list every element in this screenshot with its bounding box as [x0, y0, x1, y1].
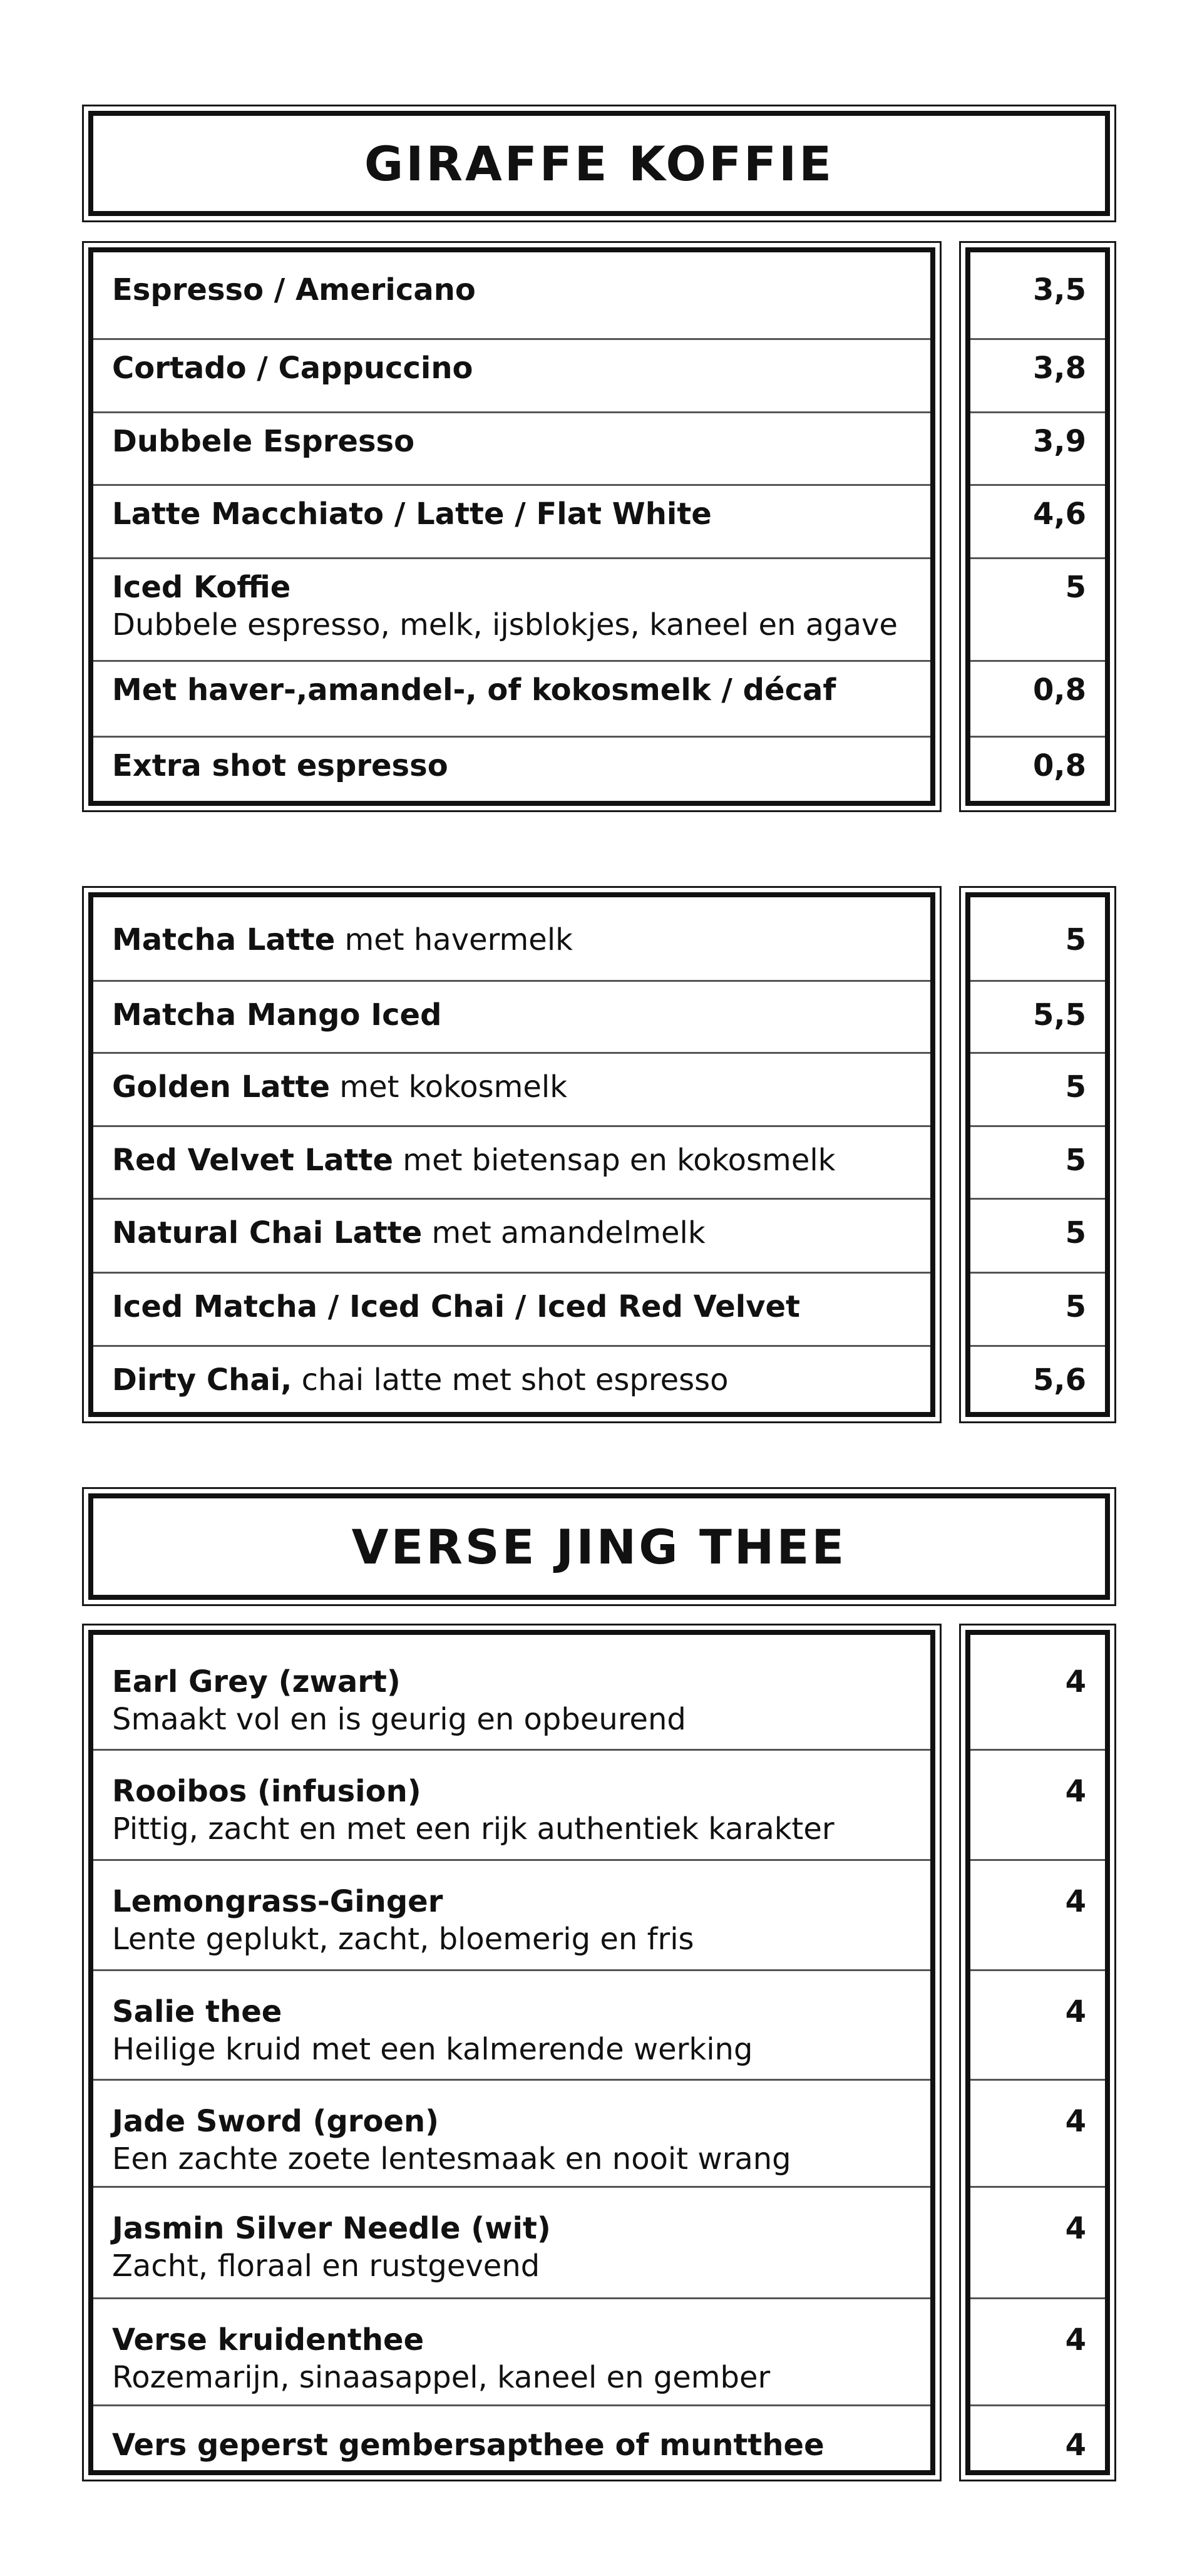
list-item [93, 252, 930, 338]
koffie-items-box [82, 241, 942, 812]
list-item: Natural Chai Latte met amandelmelk [93, 1198, 930, 1272]
list-item: Matcha Latte met havermelk [112, 922, 573, 957]
thee-title-box [82, 1487, 1116, 1606]
price-cell: 5 [970, 1198, 1105, 1272]
price-cell: 4 [970, 2404, 1105, 2484]
item-name: Extra shot espresso [112, 748, 448, 783]
price-cell: 5 [970, 1125, 1105, 1198]
price-cell: 3,5 [1032, 272, 1086, 307]
lattes-items-box [82, 886, 942, 1423]
list-item: Earl Grey (zwart) Smaakt vol en is geurig en opbeurend [112, 1664, 686, 1737]
list-item: Matcha Mango Iced [93, 980, 930, 1052]
list-item: Verse kruidenthee Rozemarijn, sinaasappel, kaneel en gember [93, 2297, 930, 2404]
price-cell: 5,6 [970, 1345, 1105, 1426]
list-item: Rooibos (infusion) Pittig, zacht en met een rijk authentiek karakter [93, 1749, 930, 1859]
list-item: Vers geperst gembersapthee of muntthee [93, 2404, 930, 2484]
list-item: Dirty Chai, chai latte met shot espresso [93, 1345, 930, 1426]
price-cell: 4 [970, 1749, 1105, 1859]
price-cell: 5 [970, 557, 1105, 660]
list-item [93, 338, 930, 411]
list-item: Jade Sword (groen) Een zachte zoete lentesmaak en nooit wrang [93, 2079, 930, 2186]
list-item: Golden Latte met kokosmelk [93, 1052, 930, 1125]
price-cell: 5 [970, 1272, 1105, 1345]
price-cell: 4 [970, 2079, 1105, 2186]
item-description: Dubbele espresso, melk, ijsblokjes, kaneel en agave [112, 607, 898, 642]
price-cell: 5 [1065, 922, 1086, 957]
list-item: Jasmin Silver Needle (wit) Zacht, floraal en rustgevend [93, 2186, 930, 2297]
koffie-prices-box [959, 241, 1116, 812]
thee-title: VERSE JING THEE [351, 1518, 847, 1575]
item-name: Latte Macchiato / Latte / Flat White [112, 497, 712, 532]
price-cell: 5,5 [970, 980, 1105, 1052]
koffie-title: GIRAFFE KOFFIE [364, 135, 835, 192]
list-item: Salie thee Heilige kruid met een kalmerende werking [93, 1969, 930, 2079]
list-item [93, 736, 930, 810]
item-name: Iced Koffie [112, 570, 291, 605]
price-cell: 4 [970, 2297, 1105, 2404]
price-cell: 3,8 [970, 338, 1105, 411]
price-cell: 0,8 [970, 736, 1105, 810]
lattes-prices-box [959, 886, 1116, 1423]
price-cell: 4 [1065, 1664, 1086, 1699]
price-cell: 4 [970, 2186, 1105, 2297]
list-item: Red Velvet Latte met bietensap en kokosmelk [93, 1125, 930, 1198]
list-item [93, 411, 930, 484]
price-cell: 4 [970, 1859, 1105, 1969]
koffie-title-box [82, 105, 1116, 222]
list-item: Lemongrass-Ginger Lente geplukt, zacht, bloemerig en fris [93, 1859, 930, 1969]
price-cell: 3,9 [970, 411, 1105, 484]
list-item [93, 660, 930, 736]
thee-prices-box [959, 1624, 1116, 2481]
price-cell: 5 [970, 1052, 1105, 1125]
thee-items-box [82, 1624, 942, 2481]
price-cell: 4 [970, 1969, 1105, 2079]
price-cell: 4,6 [970, 484, 1105, 557]
item-name: Espresso / Americano [112, 272, 476, 307]
list-item: Iced Matcha / Iced Chai / Iced Red Velvet [93, 1272, 930, 1345]
price-cell: 0,8 [970, 660, 1105, 736]
item-name: Dubbele Espresso [112, 424, 415, 459]
list-item [93, 557, 930, 660]
item-name: Cortado / Cappuccino [112, 351, 473, 386]
item-name: Met haver-,amandel-, of kokosmelk / décaf [112, 672, 836, 708]
list-item [93, 484, 930, 557]
